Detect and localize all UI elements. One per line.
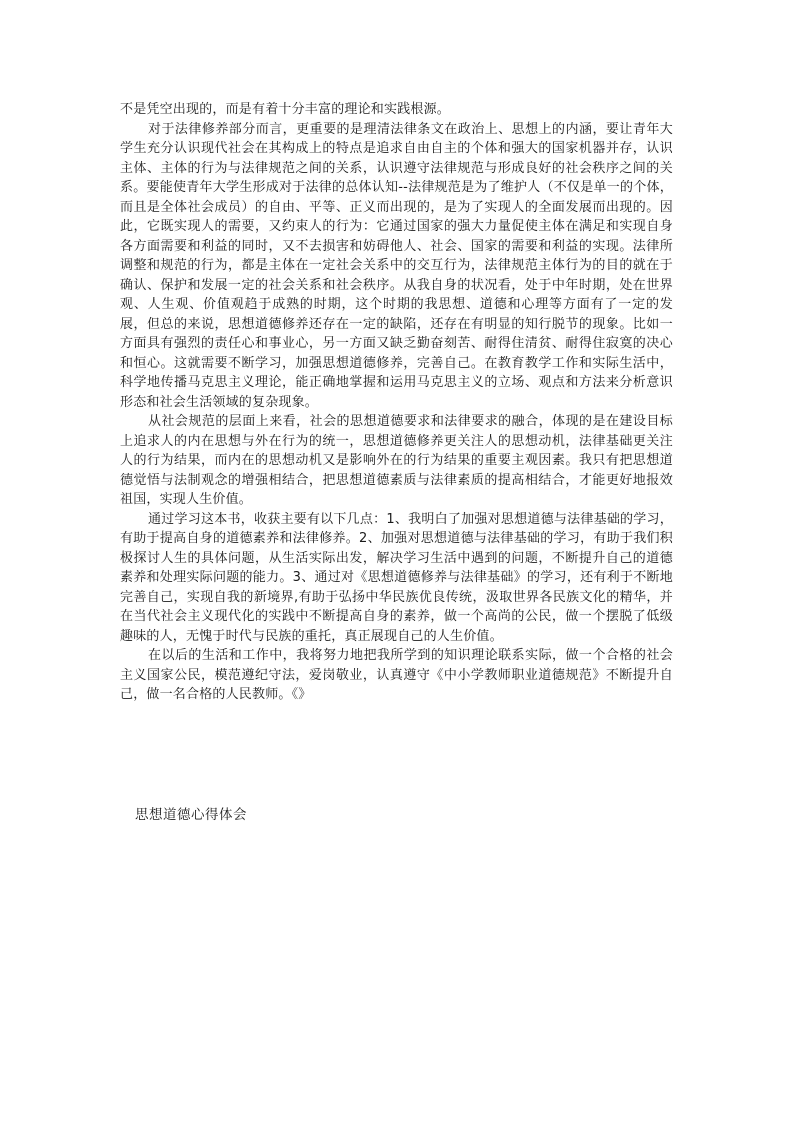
paragraph-2: 对于法律修养部分而言，更重要的是理清法律条文在政治上、思想上的内涵，要让青年大学生充分认识现代社会在其构成上的特点是追求自由自主的个体和强大的国家机器并存，认识主体、主体的行为与法律规范之间的关系，认识遵守法律规范与形成良好的社会秩序之间的关系。要能使青年大学生形成对于法律的总体认知--法律规范是为了维护人（不仅是单一的个体，而且是全体社会成员）的自由、平等、正义而出现的，是为了实现人的全面发展而出现的。因此，它既实现人的需要，又约束人的行为：它通过国家的强大力量促使主体在满足和实现自身各方面需要和利益的同时，又不去损害和妨碍他人、社会、国家的需要和利益的实现。法律所调整和规范的行为，都是主体在一定社会关系中的交互行为，法律规范主体行为的目的就在于确认、保护和发展一定的社会关系和社会秩序。从我自身的状况看，处于中年时期，处在世界观、人生观、价值观趋于成熟的时期，这个时期的我思想、道德和心理等方面有了一定的发展，但总的来说，思想道德修养还存在一定的缺陷，还存在有明显的知行脱节的现象。比如一方面具有强烈的责任心和事业心，另一方面又缺乏勤奋刻苦、耐得住清贫、耐得住寂寞的决心和恒心。这就需要不断学习，加强思想道德修养，完善自己。在教育教学工作和实际生活中，科学地传播马克思主义理论，能正确地掌握和运用马克思主义的立场、观点和方法来分析意识形态和社会生活领域的复杂现象。	[120, 121, 673, 410]
paragraph-3: 从社会规范的层面上来看，社会的思想道德要求和法律要求的融合，体现的是在建设目标上追求人的内在思想与外在行为的统一，思想道德修养更关注人的思想动机，法律基础更关注人的行为结果，而内在的思想动机又是影响外在的行为结果的重要主观因素。我只有把思想道德觉悟与法制观念的增强相结合，把思想道德素质与法律素质的提高相结合，才能更好地报效祖国，实现人生价值。	[120, 414, 673, 507]
document-body	[120, 100, 673, 705]
next-section-title: 思想道德心得体会	[135, 807, 247, 823]
paragraph-4: 通过学习这本书，收获主要有以下几点：1、我明白了加强对思想道德与法律基础的学习，有助于提高自身的道德素养和法律修养。2、加强对思想道德与法律基础的学习，有助于我们积极探讨人生的具体问题，从生活实际出发，解决学习生活中遇到的问题，不断提升自己的道德素养和处理实际问题的能力。3、通过对《思想道德修养与法律基础》的学习，还有利于不断地完善自己，实现自我的新境界,有助于弘扬中华民族优良传统，汲取世界各民族文化的精华，并在当代社会主义现代化的实践中不断提高自身的素养，做一个高尚的公民，做一个摆脱了低级趣味的人，无愧于时代与民族的重托，真正展现自己的人生价值。	[120, 511, 673, 644]
paragraph-1: 不是凭空出现的，而是有着十分丰富的理论和实践根源。	[120, 102, 451, 117]
paragraph-5: 在以后的生活和工作中，我将努力地把我所学到的知识理论联系实际，做一个合格的社会主义国家公民，模范遵纪守法，爱岗敬业，认真遵守《中小学教师职业道德规范》不断提升自己，做一名合格的人民教师。《》	[120, 648, 673, 702]
